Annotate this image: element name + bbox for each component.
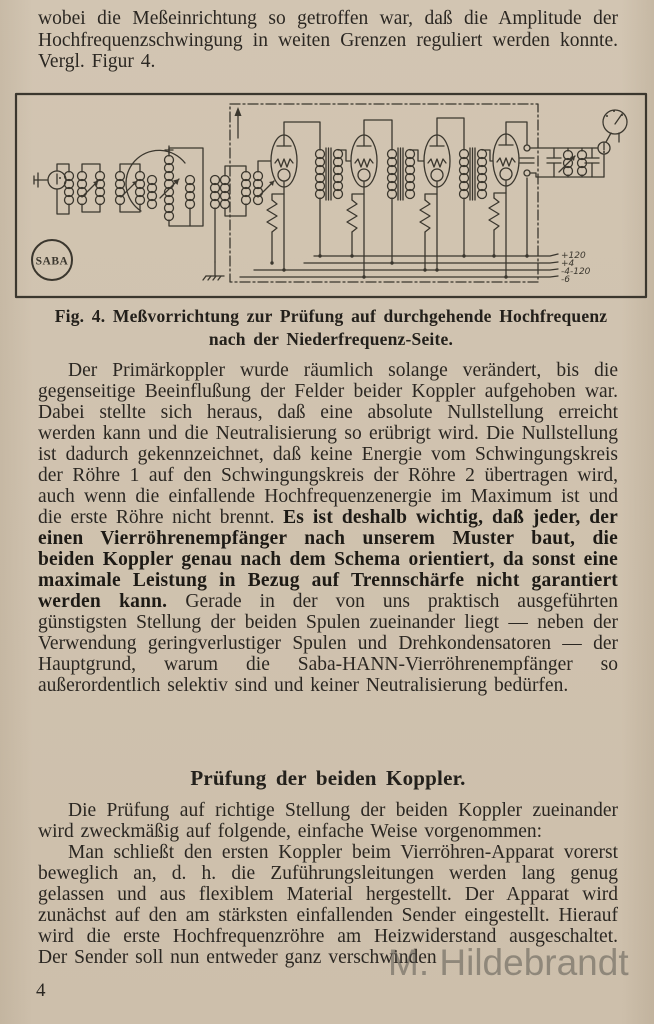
capacitor-icon bbox=[585, 158, 599, 163]
up-arrow-icon bbox=[235, 107, 242, 116]
output-transformer bbox=[203, 166, 246, 280]
svg-text:SABA: SABA bbox=[35, 255, 69, 268]
resistor-icon bbox=[420, 200, 430, 232]
coil-icon bbox=[221, 176, 230, 209]
coil-icon bbox=[96, 172, 105, 205]
coil-icon bbox=[148, 176, 157, 209]
coil-icon bbox=[460, 150, 469, 199]
interstage-transformer-1 bbox=[316, 148, 352, 258]
capacitor-icon bbox=[520, 158, 534, 163]
body-paragraph-1 bbox=[38, 360, 618, 696]
coil-icon bbox=[211, 176, 220, 209]
coil-icon bbox=[316, 150, 325, 199]
resistor-icon bbox=[489, 198, 499, 230]
power-label: +120 bbox=[561, 251, 586, 261]
output-terminal bbox=[524, 145, 530, 151]
paragraph-text: Der Primärkoppler wurde räumlich solange verändert, bis die gegenseitige Beeinflußung der Felder beider Koppler aufgehoben war. Dabei stellte sich heraus, daß eine absolute Nullstellung erreicht werden kann und die Neutralisierung so erübrigt wird. Die Nullstellung ist dadurch gekennzeichnet, daß keine Energie vom Schwingungskreis der Röhre 1 auf den Schwingungskreis der Röhre 2 übertragen wird, auch wenn die einfallende Hochfrequenzenergie im Maximum ist und die erste Röhre nicht brennt. bbox=[38, 360, 618, 528]
figure-caption bbox=[14, 305, 648, 351]
tube-icon bbox=[493, 134, 519, 186]
saba-logo bbox=[32, 240, 72, 280]
power-label: -4-120 bbox=[561, 267, 591, 277]
circuit-schematic bbox=[14, 92, 648, 299]
figure-caption-line1: Fig. 4. Meßvorrichtung zur Prüfung auf durchgehende Hochfrequenz bbox=[54, 306, 608, 326]
tube-stage-1 bbox=[267, 122, 320, 272]
coil-icon bbox=[406, 150, 415, 199]
paragraph-text: Gerade in der von uns praktisch ausgeführten günstigsten Stellung der beiden Spulen zueinander liegt — neben der Verwendung geringverlustiger Spulen und Drehkondensatoren — der Hauptgrund, warum die Saba-HANN-Vierröhrenempfänger so außerordentlich selektiv sind und keiner Neutralisierung bedürfen. bbox=[38, 591, 618, 696]
variable-coupler bbox=[126, 146, 203, 226]
body-paragraph-3: Man schließt den ersten Koppler beim Vierröhren-Apparat vorerst beweglich an, d. h. die Zuführungsleitungen werden lang genug gelassen und aus flexiblem Material hergestellt. Der Apparat wird zunächst auf den am stärksten einfallenden Sender eingestellt. Hierauf wird die erste Hochfrequenzröhre am Heizwiderstand ausgeschaltet. Der Sender soll nun entweder ganz verschwinden bbox=[38, 842, 618, 968]
receiver-outline bbox=[230, 104, 538, 282]
intro-paragraph: wobei die Meßeinrichtung so getroffen war, daß die Amplitude der Hochfrequenzschwingung in weiten Grenzen reguliert werden konnte. Vergl. Figur 4. bbox=[38, 8, 618, 72]
coil-icon bbox=[478, 150, 487, 199]
watermark: M. Hildebrandt bbox=[388, 942, 629, 983]
tube-stage-4 bbox=[489, 122, 534, 279]
interstage-transformer-2 bbox=[388, 148, 425, 265]
tube-stage-2 bbox=[347, 120, 392, 279]
resistor-icon bbox=[267, 200, 277, 232]
coupler-coil-icon bbox=[165, 156, 174, 221]
transformer-core-icon bbox=[470, 148, 475, 200]
emphasized-text: Es ist deshalb wichtig, daß jeder, der einen Vierröhrenempfänger nach unserem Muster baut, die beiden Koppler genau nach dem Schema orientiert, da sonst eine maximale Leistung in Bezug auf Trennschärfe nicht garantiert werden kann. bbox=[38, 507, 618, 612]
coil-icon bbox=[116, 172, 125, 205]
coil-icon bbox=[78, 172, 87, 205]
antenna-arrow bbox=[235, 107, 242, 138]
coil-icon bbox=[242, 172, 251, 205]
transformer-core-icon bbox=[326, 148, 331, 200]
coil-icon bbox=[334, 150, 343, 199]
coil-icon bbox=[388, 150, 397, 199]
transformer-core-icon bbox=[398, 148, 403, 200]
tube-stage-3 bbox=[420, 118, 464, 272]
coil-icon bbox=[254, 172, 263, 205]
meter-branch bbox=[530, 110, 627, 177]
coil-icon bbox=[186, 176, 195, 209]
interstage-transformer-3 bbox=[460, 148, 494, 258]
tube-icon bbox=[424, 135, 450, 187]
output-terminal bbox=[524, 170, 530, 176]
figure-4-diagram bbox=[14, 92, 648, 299]
ground-icon bbox=[203, 262, 224, 280]
page-number: 4 bbox=[36, 980, 46, 1001]
power-label: -6 bbox=[561, 275, 570, 285]
resistor-icon bbox=[347, 200, 357, 232]
tube-icon bbox=[271, 135, 297, 187]
section-heading: Prüfung der beiden Koppler. bbox=[190, 766, 466, 790]
figure-caption-line2: nach der Niederfrequenz-Seite. bbox=[208, 329, 454, 349]
tube-icon bbox=[351, 135, 377, 187]
coil-icon bbox=[136, 172, 145, 205]
power-label: +4 bbox=[561, 259, 575, 269]
meter-icon bbox=[603, 110, 627, 134]
body-paragraph-2: Die Prüfung auf richtige Stellung der beiden Koppler zueinander wird zweckmäßig auf folgende, einfache Weise vorgenommen: bbox=[38, 800, 618, 842]
capacitor-icon bbox=[547, 158, 561, 163]
